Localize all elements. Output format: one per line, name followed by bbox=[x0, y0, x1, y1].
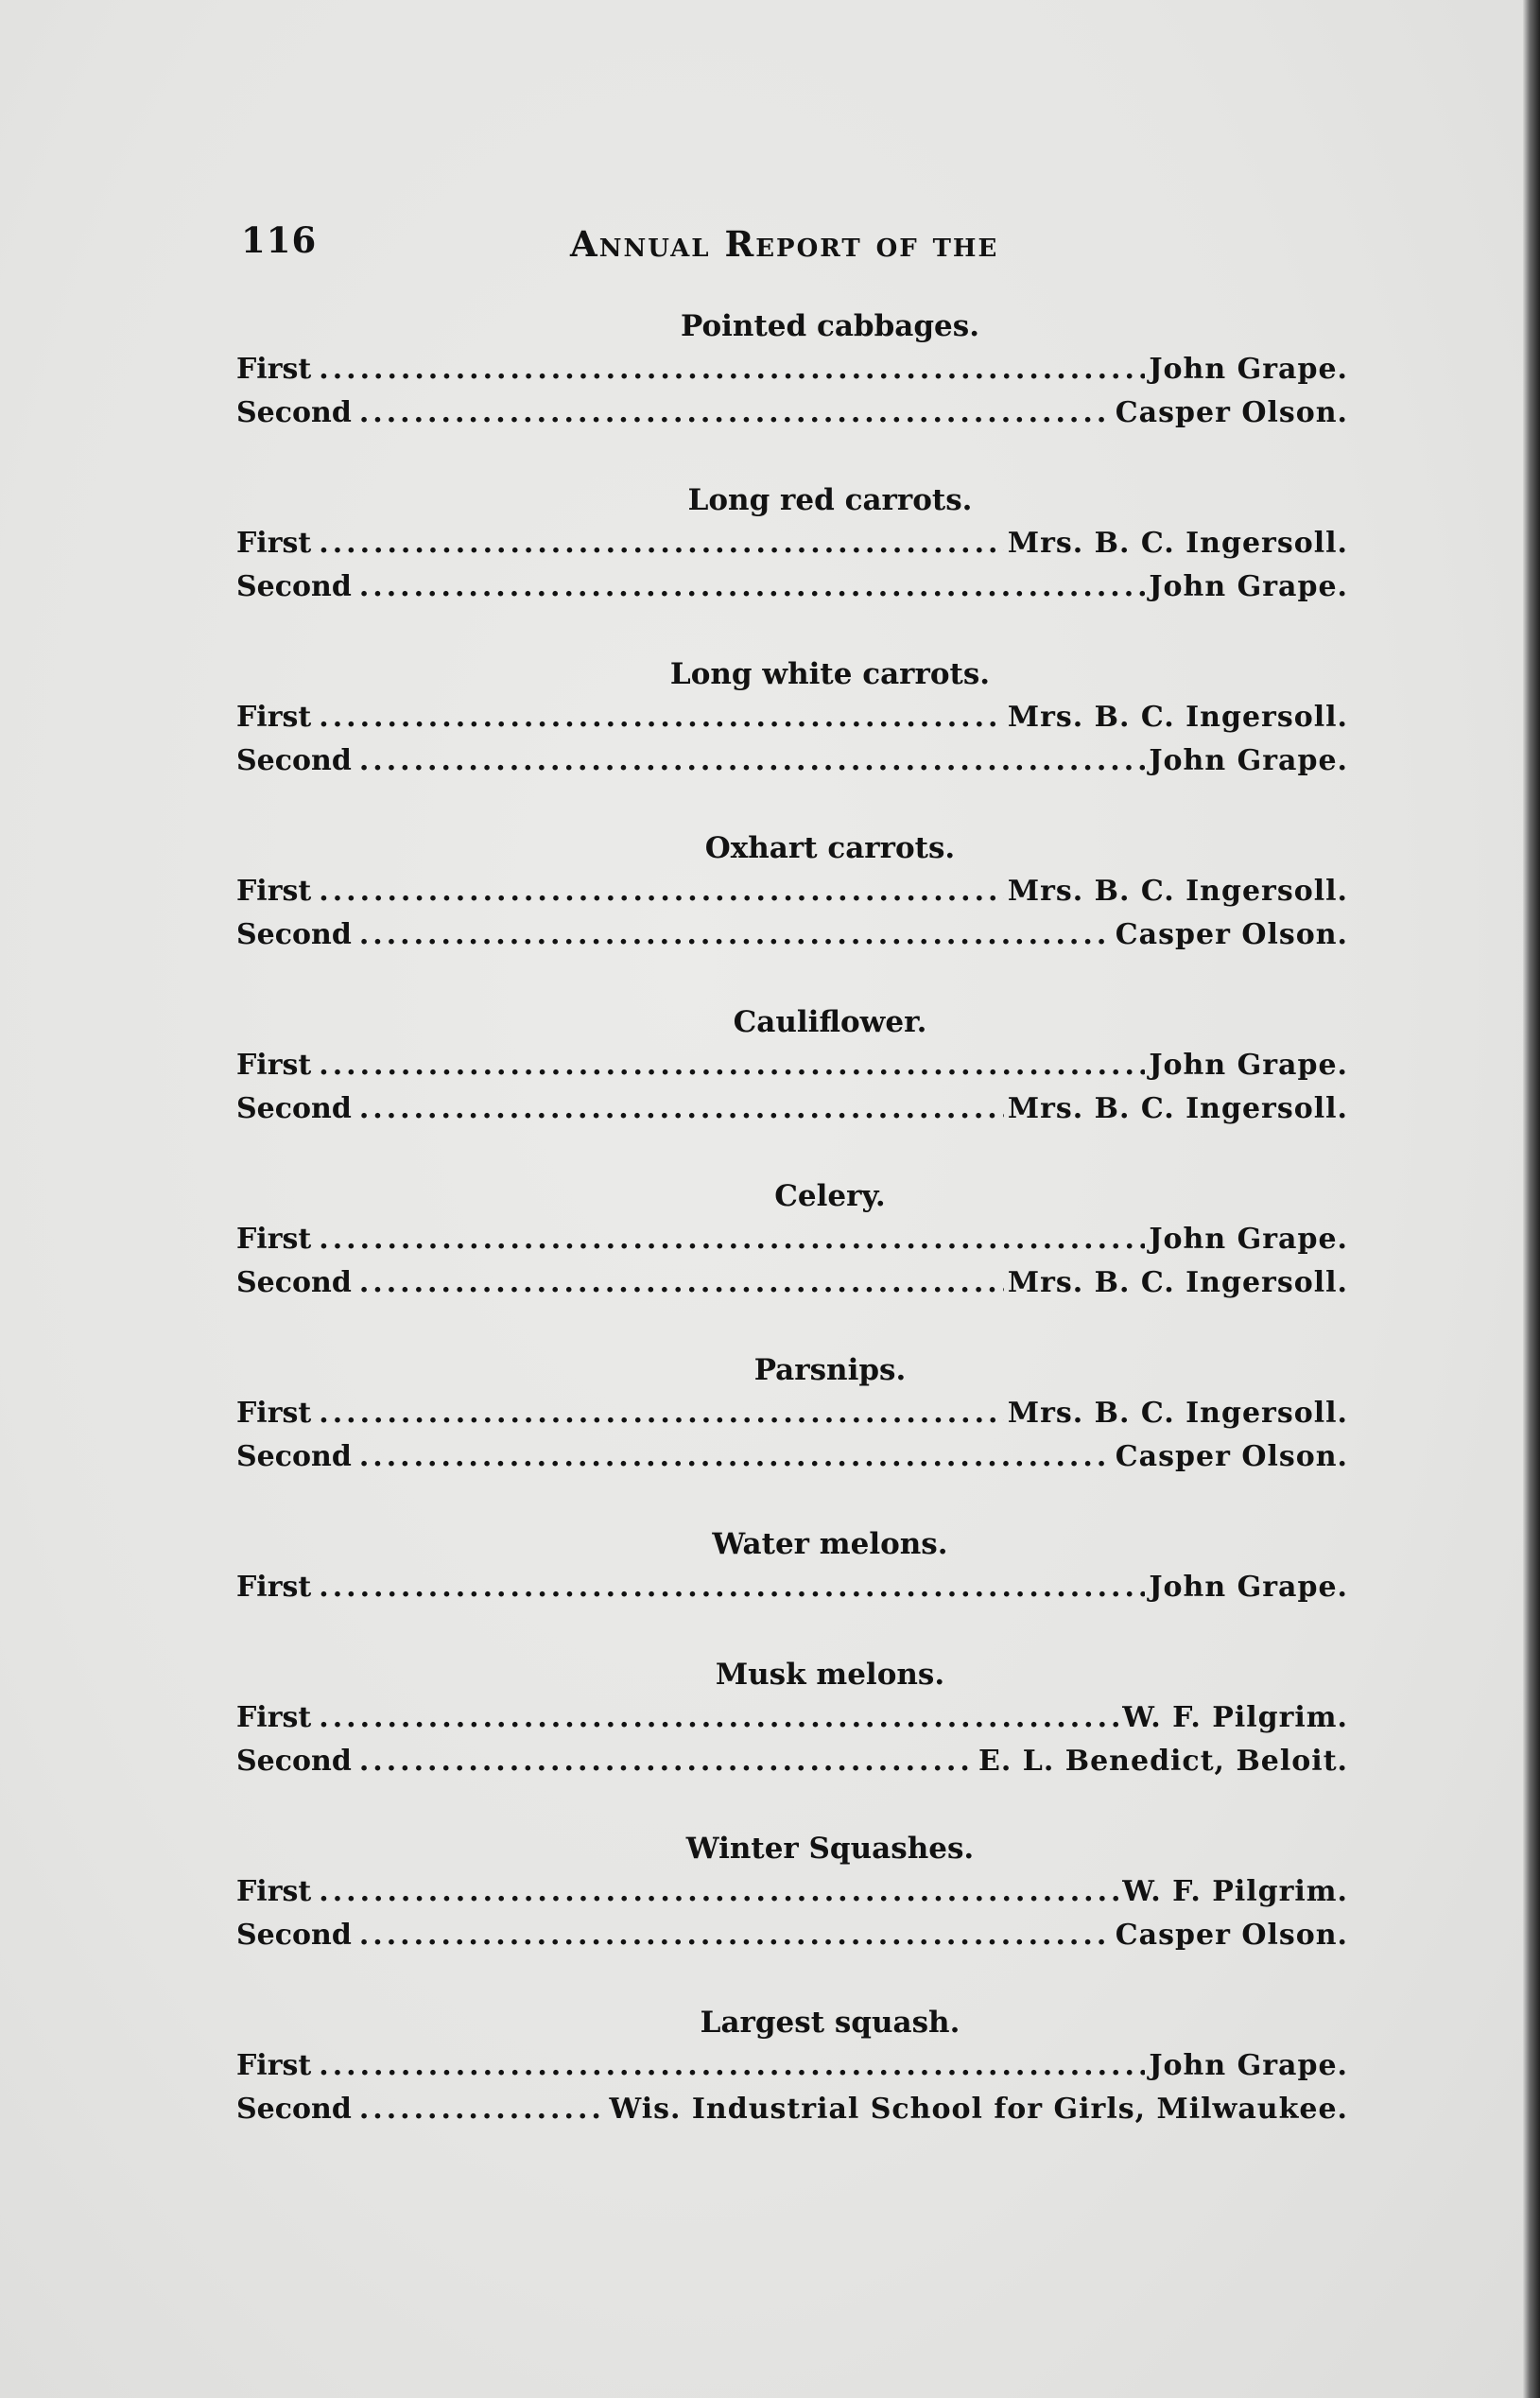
section-gap bbox=[236, 1479, 1348, 1522]
dot-leader bbox=[319, 1044, 1145, 1087]
award-entry bbox=[236, 391, 1348, 435]
premium-list bbox=[236, 304, 1348, 2131]
dot-leader bbox=[319, 870, 1004, 913]
section-gap bbox=[236, 1609, 1348, 1653]
running-head: Annual Report of the bbox=[570, 223, 999, 265]
award-section bbox=[236, 652, 1348, 783]
dot-leader bbox=[359, 391, 1112, 435]
award-entry bbox=[236, 1044, 1348, 1087]
winner-name: Mrs. B. C. Ingersoll. bbox=[1007, 1092, 1348, 1125]
section-title: Water melons. bbox=[712, 1527, 948, 1561]
award-entry bbox=[236, 565, 1348, 609]
winner-name: W. F. Pilgrim. bbox=[1122, 1875, 1348, 1908]
award-entry bbox=[236, 1914, 1348, 1957]
award-section bbox=[236, 1348, 1348, 1479]
winner-name: Casper Olson. bbox=[1115, 396, 1348, 429]
award-entry bbox=[236, 1696, 1348, 1740]
book-spine-shadow bbox=[1523, 0, 1540, 2398]
place-label: Second bbox=[236, 1092, 352, 1125]
winner-name: Casper Olson. bbox=[1115, 1919, 1348, 1952]
place-label: First bbox=[236, 701, 312, 734]
dot-leader bbox=[359, 913, 1112, 957]
section-gap bbox=[236, 783, 1348, 826]
winner-name: E. L. Benedict, Beloit. bbox=[978, 1745, 1348, 1778]
dot-leader bbox=[319, 1696, 1118, 1740]
award-section bbox=[236, 826, 1348, 957]
award-entry bbox=[236, 1261, 1348, 1305]
section-title: Winter Squashes. bbox=[685, 1832, 975, 1866]
dot-leader bbox=[359, 1740, 975, 1783]
section-gap bbox=[236, 1131, 1348, 1174]
dot-leader bbox=[359, 1087, 1004, 1131]
dot-leader bbox=[319, 2044, 1145, 2088]
award-entry bbox=[236, 870, 1348, 913]
place-label: First bbox=[236, 527, 312, 560]
dot-leader bbox=[359, 1435, 1112, 1479]
winner-name: Casper Olson. bbox=[1115, 918, 1348, 951]
section-title: Long red carrots. bbox=[687, 483, 973, 517]
winner-name: Mrs. B. C. Ingersoll. bbox=[1007, 1397, 1348, 1430]
dot-leader bbox=[319, 522, 1004, 565]
place-label: Second bbox=[236, 918, 352, 951]
award-entry bbox=[236, 1740, 1348, 1783]
winner-name: John Grape. bbox=[1149, 744, 1348, 777]
section-gap bbox=[236, 1783, 1348, 1827]
section-gap bbox=[236, 1305, 1348, 1348]
place-label: Second bbox=[236, 1266, 352, 1299]
section-title: Musk melons. bbox=[715, 1658, 945, 1692]
place-label: Second bbox=[236, 2093, 352, 2126]
place-label: First bbox=[236, 1397, 312, 1430]
section-title: Long white carrots. bbox=[669, 657, 991, 691]
winner-name: John Grape. bbox=[1149, 570, 1348, 603]
place-label: First bbox=[236, 875, 312, 908]
winner-name: Mrs. B. C. Ingersoll. bbox=[1007, 875, 1348, 908]
award-entry bbox=[236, 1392, 1348, 1435]
winner-name: John Grape. bbox=[1149, 1049, 1348, 1082]
place-label: First bbox=[236, 2049, 312, 2082]
place-label: First bbox=[236, 1049, 312, 1082]
section-gap bbox=[236, 1957, 1348, 2001]
dot-leader bbox=[319, 1870, 1118, 1914]
section-title: Celery. bbox=[774, 1179, 886, 1213]
winner-name: Mrs. B. C. Ingersoll. bbox=[1007, 527, 1348, 560]
winner-name: John Grape. bbox=[1149, 1223, 1348, 1256]
section-gap bbox=[236, 435, 1348, 478]
award-section bbox=[236, 1000, 1348, 1131]
winner-name: John Grape. bbox=[1149, 1571, 1348, 1604]
award-section bbox=[236, 304, 1348, 435]
winner-name: John Grape. bbox=[1149, 2049, 1348, 2082]
award-section bbox=[236, 1522, 1348, 1609]
dot-leader bbox=[319, 1392, 1004, 1435]
award-entry bbox=[236, 1435, 1348, 1479]
place-label: Second bbox=[236, 1919, 352, 1952]
section-title: Pointed cabbages. bbox=[680, 309, 980, 343]
dot-leader bbox=[359, 1914, 1112, 1957]
section-title: Largest squash. bbox=[700, 2006, 960, 2040]
place-label: First bbox=[236, 1223, 312, 1256]
place-label: Second bbox=[236, 744, 352, 777]
section-title: Parsnips. bbox=[753, 1353, 907, 1387]
award-entry bbox=[236, 739, 1348, 783]
winner-name: Mrs. B. C. Ingersoll. bbox=[1007, 1266, 1348, 1299]
award-section bbox=[236, 1653, 1348, 1783]
place-label: First bbox=[236, 1875, 312, 1908]
winner-name: W. F. Pilgrim. bbox=[1122, 1701, 1348, 1734]
winner-name: Wis. Industrial School for Girls, Milwaukee. bbox=[609, 2093, 1348, 2126]
award-entry bbox=[236, 522, 1348, 565]
award-section bbox=[236, 2001, 1348, 2131]
place-label: First bbox=[236, 1701, 312, 1734]
place-label: Second bbox=[236, 1440, 352, 1473]
place-label: Second bbox=[236, 570, 352, 603]
section-title: Oxhart carrots. bbox=[704, 831, 956, 865]
place-label: First bbox=[236, 1571, 312, 1604]
dot-leader bbox=[359, 2088, 606, 2131]
award-entry bbox=[236, 2088, 1348, 2131]
section-gap bbox=[236, 957, 1348, 1000]
award-section bbox=[236, 1827, 1348, 1957]
place-label: Second bbox=[236, 1745, 352, 1778]
place-label: Second bbox=[236, 396, 352, 429]
section-title: Cauliflower. bbox=[733, 1005, 927, 1039]
section-gap bbox=[236, 609, 1348, 652]
dot-leader bbox=[359, 739, 1146, 783]
award-entry bbox=[236, 913, 1348, 957]
award-section bbox=[236, 1174, 1348, 1305]
page-header bbox=[241, 219, 1347, 276]
place-label: First bbox=[236, 353, 312, 386]
award-entry bbox=[236, 696, 1348, 739]
winner-name: John Grape. bbox=[1149, 353, 1348, 386]
dot-leader bbox=[319, 1566, 1145, 1609]
award-entry bbox=[236, 1566, 1348, 1609]
dot-leader bbox=[319, 696, 1004, 739]
page-number: 116 bbox=[241, 219, 318, 261]
dot-leader bbox=[359, 565, 1146, 609]
award-entry bbox=[236, 348, 1348, 391]
award-entry bbox=[236, 2044, 1348, 2088]
award-entry bbox=[236, 1087, 1348, 1131]
award-entry bbox=[236, 1870, 1348, 1914]
award-entry bbox=[236, 1218, 1348, 1261]
dot-leader bbox=[359, 1261, 1004, 1305]
dot-leader bbox=[319, 1218, 1145, 1261]
award-section bbox=[236, 478, 1348, 609]
winner-name: Casper Olson. bbox=[1115, 1440, 1348, 1473]
dot-leader bbox=[319, 348, 1145, 391]
winner-name: Mrs. B. C. Ingersoll. bbox=[1007, 701, 1348, 734]
